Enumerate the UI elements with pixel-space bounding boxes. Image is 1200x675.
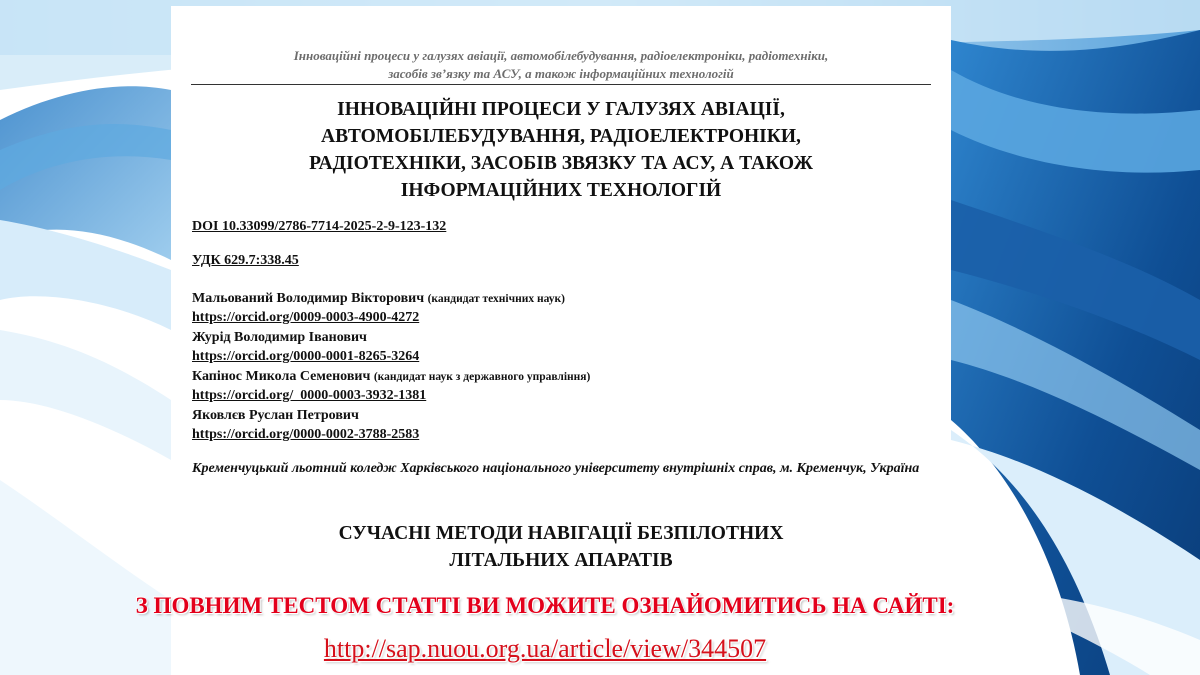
affiliation: Кременчуцький льотний коледж Харківського національного університету внутрішніх справ, м. Кременчук, Україна	[192, 461, 920, 476]
article-link[interactable]: http://sap.nuou.org.ua/article/view/344507	[323, 634, 767, 663]
author-name-text: Журід Володимир Іванович	[192, 330, 367, 345]
journal-title-line: АВТОМОБІЛЕБУДУВАННЯ, РАДІОЕЛЕКТРОНІКИ,	[321, 126, 801, 147]
author-name-text: Мальований Володимир Вікторович	[192, 291, 425, 306]
journal-title-line: РАДІОТЕХНІКИ, ЗАСОБІВ ЗВЯЗКУ ТА АСУ, А ТАКОЖ	[309, 153, 813, 174]
author-orcid-link[interactable]: https://orcid.org/0000-0001-8265-3264	[192, 349, 420, 364]
journal-title-line: ІННОВАЦІЙНІ ПРОЦЕСИ У ГАЛУЗЯХ АВІАЦІЇ,	[337, 99, 785, 120]
udc-label: УДК 629.7:338.45	[192, 253, 299, 268]
author-orcid-link[interactable]: https://orcid.org/0000-0002-3788-2583	[192, 427, 420, 442]
doi-label: DOI 10.33099/2786-7714-2025-2-9-123-132	[192, 219, 447, 234]
header-divider	[191, 84, 931, 85]
author-orcid-link[interactable]: https://orcid.org/0009-0003-4900-4272	[192, 310, 420, 325]
running-head-line: Інноваційні процеси у галузях авіації, автомобілебудування, радіоелектроніки, радіотехніки,	[293, 48, 829, 63]
author-name	[192, 408, 359, 424]
author-name	[192, 330, 367, 346]
author-name	[192, 291, 565, 307]
author-name-text: Яковлєв Руслан Петрович	[192, 408, 359, 423]
article-title-line: СУЧАСНІ МЕТОДИ НАВІГАЦІЇ БЕЗПІЛОТНИХ	[338, 523, 784, 544]
author-degree: (кандидат наук з державного управління)	[373, 371, 591, 383]
author-degree: (кандидат технічних наук)	[427, 293, 565, 305]
journal-title-line: ІНФОРМАЦІЙНИХ ТЕХНОЛОГІЙ	[400, 180, 722, 201]
full-text-notice: З ПОВНИМ ТЕСТОМ СТАТТІ ВИ МОЖИТЕ ОЗНАЙОМИТИСЬ НА САЙТІ:	[135, 593, 955, 618]
article-title	[211, 520, 911, 574]
author-name-text: Капінос Микола Семенович	[192, 369, 371, 384]
document-page	[171, 6, 951, 582]
article-title-line: ЛІТАЛЬНИХ АПАРАТІВ	[449, 550, 673, 571]
author-orcid-link[interactable]: https://orcid.org/ 0000-0003-3932-1381	[192, 388, 427, 403]
running-head-line: засобів зв’язку та АСУ, а також інформаційних технологій	[388, 66, 734, 81]
journal-title	[211, 96, 911, 204]
running-head	[171, 47, 951, 83]
author-name	[192, 369, 590, 385]
